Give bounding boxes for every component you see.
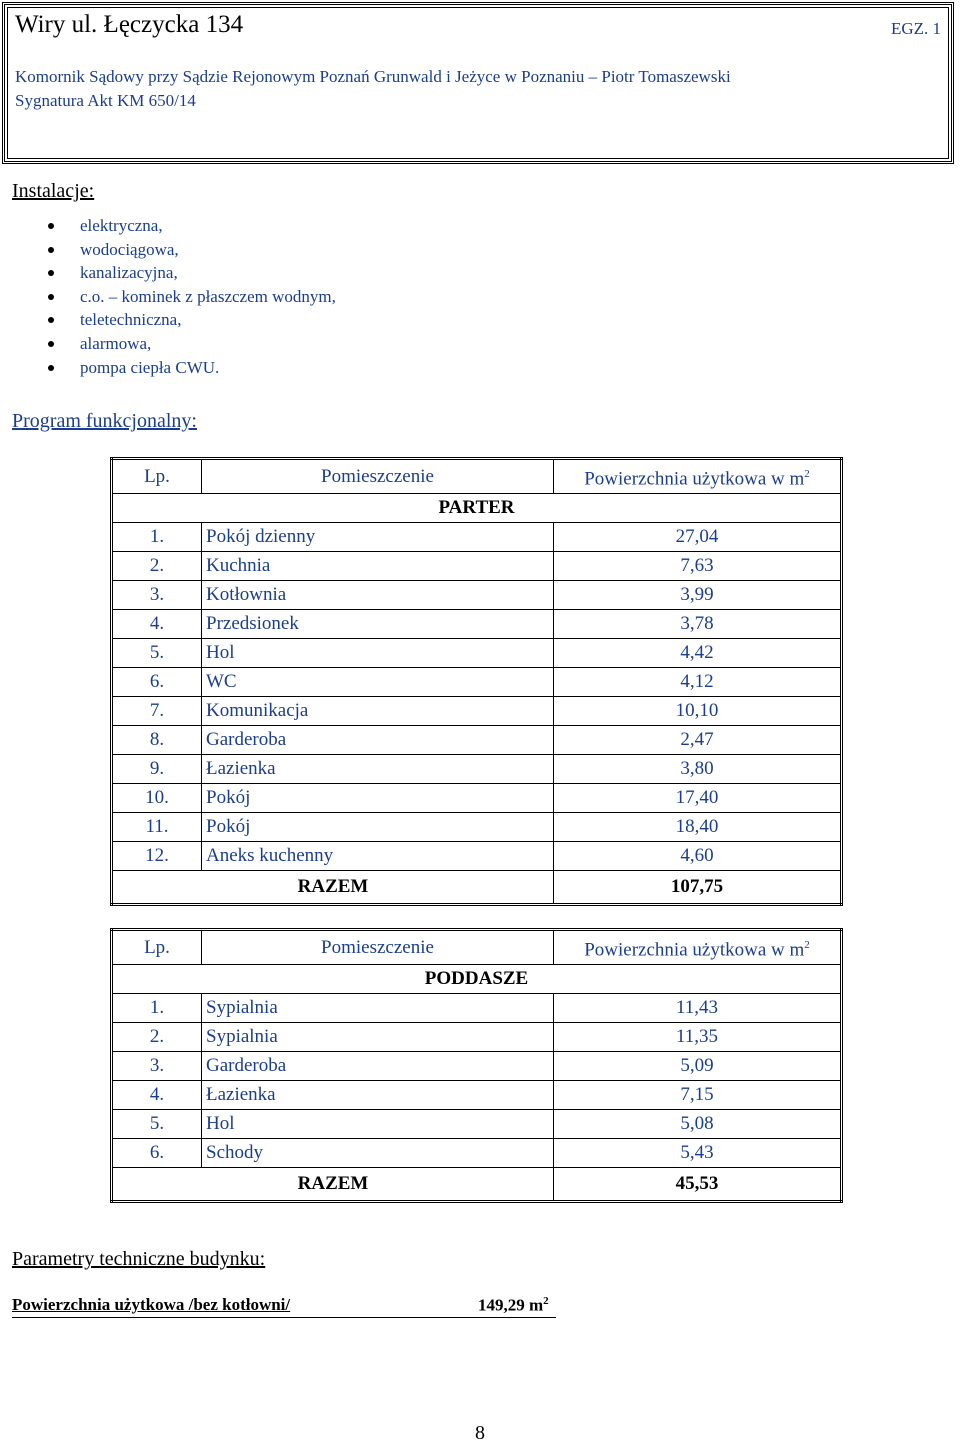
cell-lp: 2. [112, 1023, 202, 1052]
cell-lp: 1. [112, 994, 202, 1023]
copy-label: EGZ. 1 [890, 19, 941, 38]
total-value: 45,53 [554, 1168, 842, 1202]
table-row [112, 1139, 842, 1168]
usable-area-value: 149,29 m [478, 1295, 544, 1315]
page-number: 8 [475, 1422, 485, 1444]
table-row [112, 755, 842, 784]
column-header-area-sup: 2 [804, 939, 810, 951]
list-item-text: elektryczna, [80, 216, 163, 235]
list-item-text: teletechniczna, [80, 310, 182, 330]
ground-floor-table [110, 457, 843, 906]
table-row [112, 1110, 842, 1139]
usable-area-value-wrap [478, 1295, 549, 1316]
cell-area: 2,47 [554, 726, 842, 755]
column-header-area [554, 930, 842, 965]
cell-room: Hol [202, 1110, 554, 1139]
cell-lp: 6. [112, 1139, 202, 1168]
total-label: RAZEM [112, 1168, 554, 1202]
table-row [112, 639, 842, 668]
total-row [112, 1168, 842, 1202]
cell-room: Łazienka [202, 1081, 554, 1110]
bullet-icon [48, 365, 54, 371]
attic-table [110, 928, 843, 1203]
column-header-area-text: Powierzchnia użytkowa w m [584, 939, 805, 961]
cell-room: Garderoba [202, 1052, 554, 1081]
cell-room: Pokój [202, 813, 554, 842]
cell-room: Przedsionek [202, 610, 554, 639]
list-item-text: alarmowa, [80, 333, 152, 353]
cell-area: 27,04 [554, 523, 842, 552]
cell-room: Aneks kuchenny [202, 842, 554, 871]
list-item [0, 214, 336, 238]
table-row [112, 581, 842, 610]
table-row [112, 726, 842, 755]
cell-area: 5,09 [554, 1052, 842, 1081]
cell-room: Schody [202, 1139, 554, 1168]
list-item [0, 261, 336, 285]
floor-label: PARTER [112, 494, 842, 523]
list-item-text: pompa ciepła CWU. [80, 357, 220, 377]
case-signature: Sygnatura Akt KM 650/14 [15, 91, 196, 110]
cell-area: 3,80 [554, 755, 842, 784]
table-row [112, 784, 842, 813]
usable-area-line [12, 1293, 556, 1318]
table-row [112, 1023, 842, 1052]
cell-lp: 11. [112, 813, 202, 842]
table-header-row [112, 930, 842, 965]
cell-area: 10,10 [554, 697, 842, 726]
cell-area: 11,43 [554, 994, 842, 1023]
cell-room: Sypialnia [202, 1023, 554, 1052]
cell-area: 11,35 [554, 1023, 842, 1052]
bullet-icon [48, 341, 54, 347]
bullet-icon [48, 294, 54, 300]
cell-room: Kotłownia [202, 581, 554, 610]
column-header-area [554, 459, 842, 494]
column-header-room: Pomieszczenie [202, 459, 554, 494]
total-label: RAZEM [112, 871, 554, 905]
cell-area: 3,78 [554, 610, 842, 639]
bullet-icon [48, 247, 54, 253]
table-row [112, 1081, 842, 1110]
cell-area: 4,60 [554, 842, 842, 871]
cell-lp: 3. [112, 1052, 202, 1081]
cell-room: WC [202, 668, 554, 697]
table-header-row [112, 459, 842, 494]
cell-lp: 1. [112, 523, 202, 552]
column-header-room: Pomieszczenie [202, 930, 554, 965]
column-header-lp: Lp. [112, 459, 202, 494]
installations-heading: Instalacje: [12, 180, 95, 202]
cell-area: 5,43 [554, 1139, 842, 1168]
cell-lp: 8. [112, 726, 202, 755]
total-row [112, 871, 842, 905]
table-row [112, 994, 842, 1023]
floor-label: PODDASZE [112, 965, 842, 994]
column-header-lp: Lp. [112, 930, 202, 965]
cell-area: 7,63 [554, 552, 842, 581]
cell-room: Komunikacja [202, 697, 554, 726]
cell-room: Garderoba [202, 726, 554, 755]
list-item-text: kanalizacyjna, [80, 263, 178, 283]
cell-lp: 5. [112, 639, 202, 668]
bullet-icon [48, 270, 54, 276]
parameters-heading: Parametry techniczne budynku: [12, 1248, 266, 1270]
column-header-area-sup: 2 [804, 468, 810, 480]
table-row [112, 842, 842, 871]
list-item [0, 308, 336, 332]
table-row [112, 668, 842, 697]
cell-room: Pokój [202, 784, 554, 813]
table-row [112, 552, 842, 581]
list-item [0, 238, 336, 262]
cell-lp: 2. [112, 552, 202, 581]
cell-lp: 9. [112, 755, 202, 784]
cell-room: Hol [202, 639, 554, 668]
list-item [0, 285, 336, 309]
cell-area: 5,08 [554, 1110, 842, 1139]
cell-room: Kuchnia [202, 552, 554, 581]
table-row [112, 610, 842, 639]
cell-area: 3,99 [554, 581, 842, 610]
total-value: 107,75 [554, 871, 842, 905]
bailiff-line: Komornik Sądowy przy Sądzie Rejonowym Poznań Grunwald i Jeżyce w Poznaniu – Piotr Tomaszewski [15, 67, 731, 86]
cell-lp: 12. [112, 842, 202, 871]
cell-lp: 3. [112, 581, 202, 610]
cell-room: Sypialnia [202, 994, 554, 1023]
cell-lp: 6. [112, 668, 202, 697]
cell-area: 4,42 [554, 639, 842, 668]
column-header-area-text: Powierzchnia użytkowa w m [584, 468, 805, 490]
table-row [112, 697, 842, 726]
cell-lp: 4. [112, 610, 202, 639]
bullet-icon [48, 317, 54, 323]
cell-area: 7,15 [554, 1081, 842, 1110]
program-heading: Program funkcjonalny: [12, 410, 197, 432]
cell-area: 4,12 [554, 668, 842, 697]
list-item [0, 356, 336, 380]
cell-lp: 10. [112, 784, 202, 813]
installations-list [0, 214, 336, 379]
table-row [112, 523, 842, 552]
cell-lp: 5. [112, 1110, 202, 1139]
list-item-text: c.o. – kominek z płaszczem wodnym, [80, 286, 336, 306]
cell-lp: 4. [112, 1081, 202, 1110]
bullet-icon [48, 223, 54, 229]
cell-room: Łazienka [202, 755, 554, 784]
list-item-text: wodociągowa, [80, 239, 179, 259]
list-item [0, 332, 336, 356]
table-row [112, 1052, 842, 1081]
floor-label-row [112, 494, 842, 523]
cell-area: 17,40 [554, 784, 842, 813]
usable-area-label: Powierzchnia użytkowa /bez kotłowni/ [12, 1295, 291, 1314]
cell-room: Pokój dzienny [202, 523, 554, 552]
document-title: Wiry ul. Łęczycka 134 [15, 11, 244, 38]
document-header [2, 2, 954, 164]
usable-area-sup: 2 [543, 1295, 549, 1307]
floor-label-row [112, 965, 842, 994]
table-row [112, 813, 842, 842]
cell-area: 18,40 [554, 813, 842, 842]
cell-lp: 7. [112, 697, 202, 726]
